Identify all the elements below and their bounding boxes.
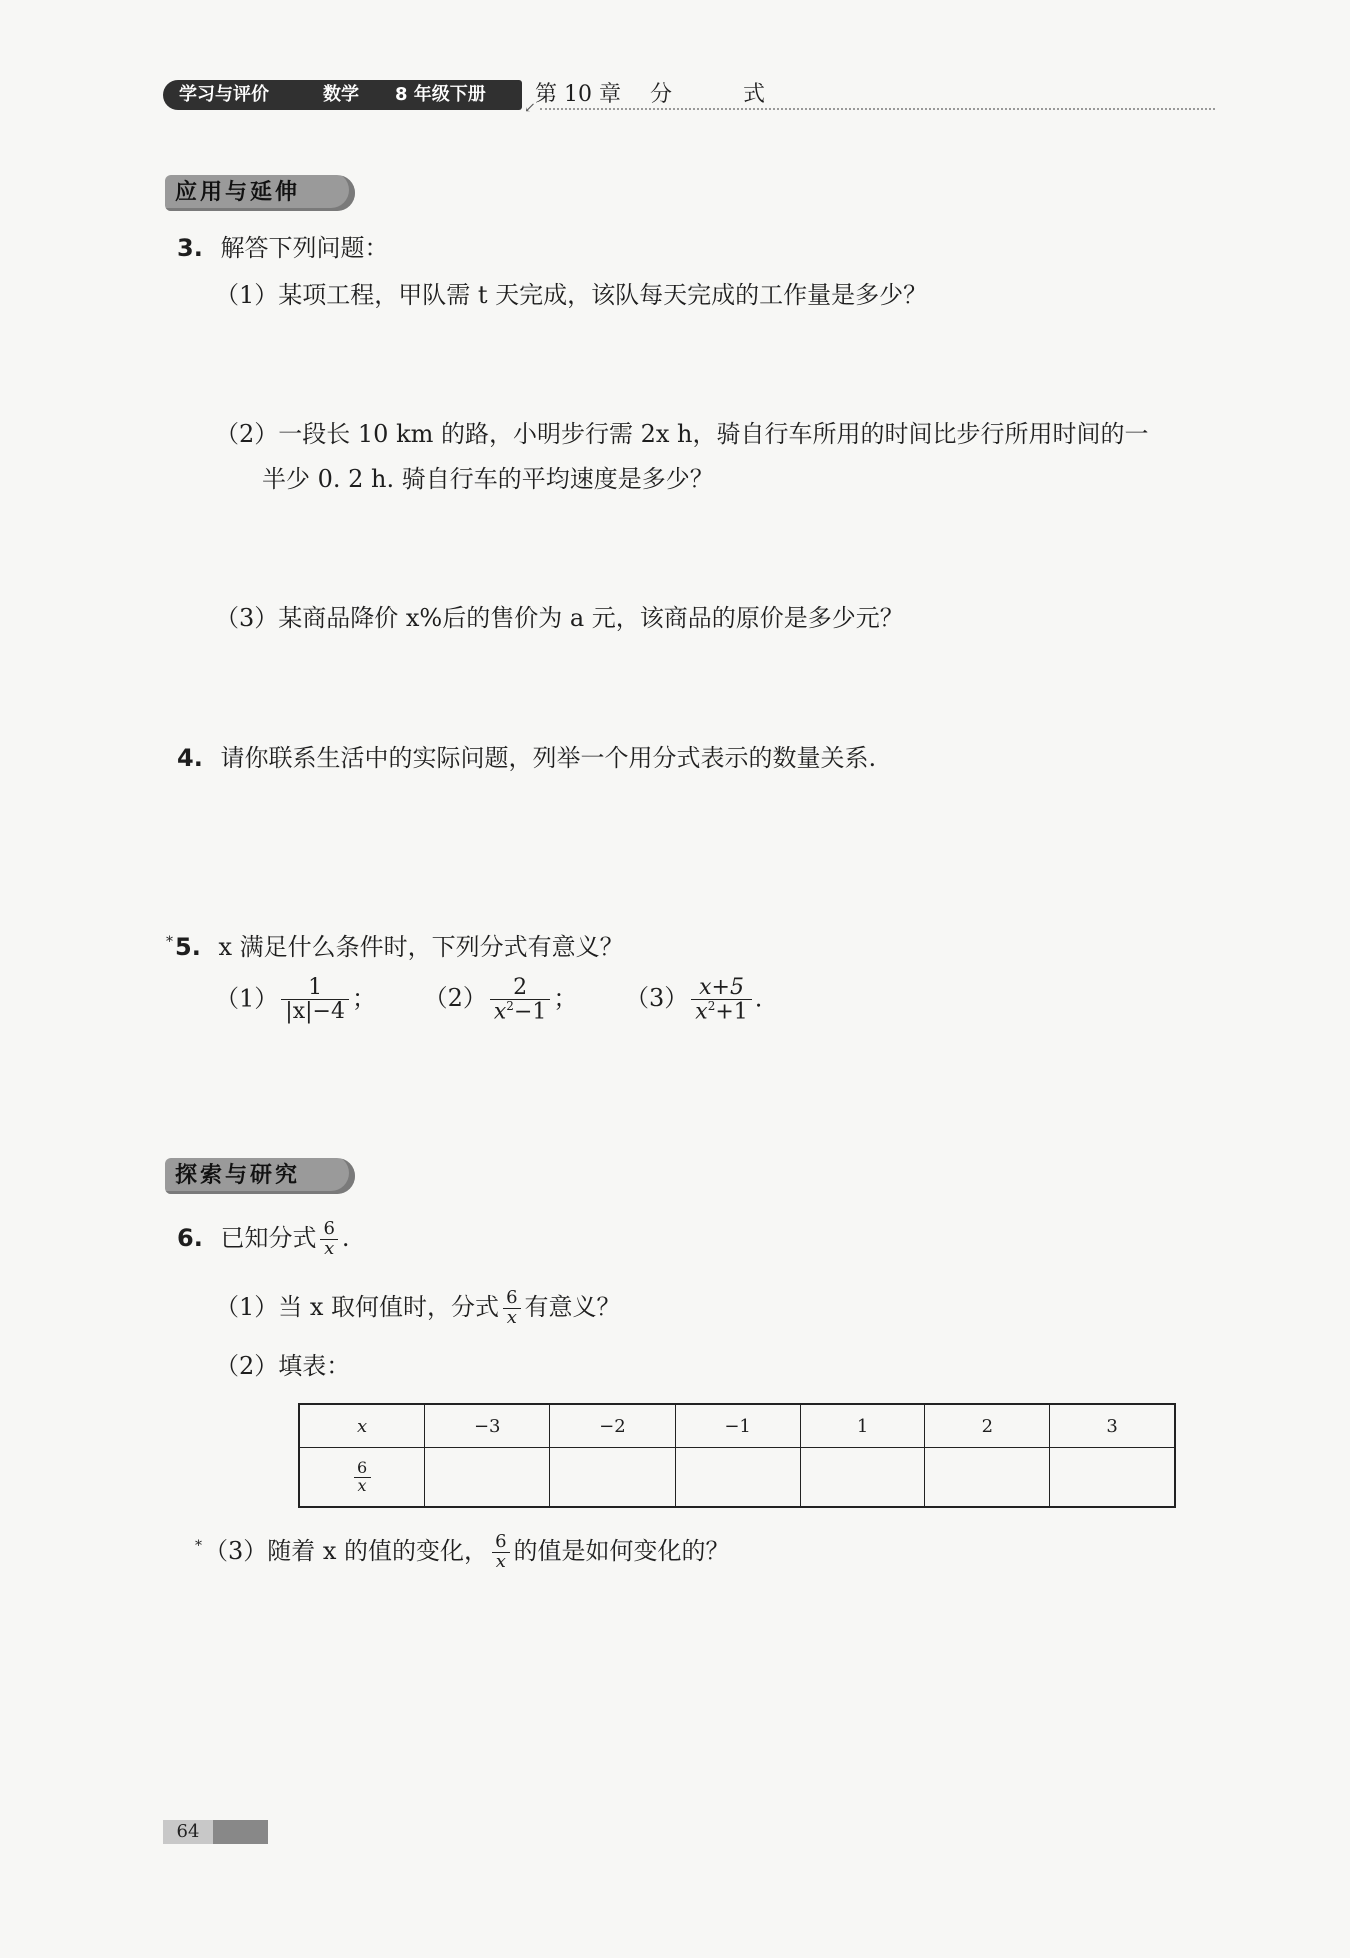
table-cell xyxy=(299,1448,425,1508)
fraction-2 xyxy=(490,976,551,1024)
fraction-6-over-x xyxy=(491,1533,510,1572)
part-1-end: 有意义？ xyxy=(524,1292,621,1321)
fraction-1-end: ； xyxy=(351,984,376,1013)
table-cell: 3 xyxy=(1050,1404,1175,1448)
header-chapter xyxy=(535,80,765,110)
fraction-3-den-var: x xyxy=(695,999,708,1025)
fraction-denominator: x xyxy=(503,1308,521,1328)
fraction-2-den-rest: −1 xyxy=(513,999,547,1025)
header-book-bar xyxy=(163,80,522,110)
fraction-3-den-rest: +1 xyxy=(715,999,748,1025)
fraction-2-den-var: x xyxy=(493,999,507,1025)
table-cell: −2 xyxy=(550,1404,675,1448)
section-apply-badge: 应用与延伸 xyxy=(165,175,355,211)
part-1-text: （1）当 x 取何值时，分式 xyxy=(215,1292,500,1321)
header-arrow-icon: ↙ xyxy=(524,100,536,116)
fraction-1-numerator: 1 xyxy=(308,975,323,1001)
fraction-3 xyxy=(691,976,752,1024)
part-3-text: （3）随着 x 的值的变化， xyxy=(204,1537,489,1565)
fraction-6-over-x xyxy=(319,1220,338,1259)
table-answer-cell[interactable] xyxy=(800,1448,925,1508)
table-answer-cell[interactable] xyxy=(1050,1448,1175,1508)
chapter-title-2: 式 xyxy=(743,82,766,107)
fraction-3-den-exp: 2 xyxy=(707,999,716,1014)
fraction-2-denominator xyxy=(490,999,551,1023)
fraction-numerator: 6 xyxy=(495,1531,507,1553)
fraction-2-label: （2） xyxy=(423,984,487,1013)
fraction-denominator: x xyxy=(320,1239,338,1259)
fraction-1-denominator: |x|−4 xyxy=(281,999,349,1023)
table-cell: x xyxy=(299,1404,425,1448)
question-4 xyxy=(177,742,876,774)
fraction-6-over-x xyxy=(502,1289,521,1328)
question-6 xyxy=(177,1220,350,1259)
fraction-3-label: （3） xyxy=(625,984,689,1013)
question-text: 解答下列问题： xyxy=(220,234,389,262)
chapter-number: 第 10 章 xyxy=(535,82,621,107)
question-text: 已知分式 xyxy=(220,1223,317,1252)
fraction-numerator: 6 xyxy=(323,1218,335,1239)
question-end: . xyxy=(341,1223,350,1252)
table-cell: 2 xyxy=(925,1404,1050,1448)
question-3-part-2-line-1: （2）一段长 10 km 的路，小明步行需 2x h，骑自行车所用的时间比步行所用时间的一 xyxy=(215,420,1149,448)
question-6-part-2: （2）填表： xyxy=(215,1352,351,1380)
fraction-numerator: 6 xyxy=(506,1287,518,1308)
value-table xyxy=(298,1403,1176,1508)
header-divider xyxy=(540,108,1215,110)
question-5-fractions xyxy=(215,976,762,1024)
fraction-3-numerator: x+5 xyxy=(699,975,744,1000)
question-number: 4. xyxy=(177,744,203,772)
table-row xyxy=(299,1448,1175,1508)
question-3-part-3: （3）某商品降价 x%后的售价为 a 元，该商品的原价是多少元？ xyxy=(215,604,904,632)
question-number: 3. xyxy=(177,234,203,262)
question-3-part-1: （1）某项工程，甲队需 t 天完成，该队每天完成的工作量是多少？ xyxy=(215,281,928,309)
header-subject: 数学 xyxy=(323,84,359,105)
fraction-2-numerator: 2 xyxy=(513,975,528,1000)
fraction-1 xyxy=(281,976,349,1023)
question-5 xyxy=(166,926,624,963)
question-text: 请你联系生活中的实际问题，列举一个用分式表示的数量关系. xyxy=(220,744,877,772)
table-cell: −1 xyxy=(675,1404,800,1448)
table-answer-cell[interactable] xyxy=(425,1448,550,1508)
part-3-end: 的值是如何变化的？ xyxy=(513,1537,730,1565)
fraction-2-den-exp: 2 xyxy=(506,999,514,1014)
question-3-part-2-line-2: 半少 0. 2 h. 骑自行车的平均速度是多少？ xyxy=(262,465,714,493)
table-cell: −3 xyxy=(425,1404,550,1448)
table-cell: 1 xyxy=(800,1404,925,1448)
table-answer-cell[interactable] xyxy=(675,1448,800,1508)
chapter-title-1: 分 xyxy=(649,82,672,107)
fraction-denominator: x xyxy=(492,1552,510,1572)
fraction-6-over-x xyxy=(353,1457,371,1495)
fraction-denominator: x xyxy=(354,1477,371,1495)
question-number: 5. xyxy=(175,933,201,961)
header-book: 学习与评价 xyxy=(179,84,269,105)
question-3 xyxy=(177,232,388,264)
header-grade: 8 年级下册 xyxy=(395,84,486,105)
fraction-3-end: . xyxy=(754,984,763,1013)
fraction-2-end: ； xyxy=(553,984,578,1013)
section-explore-badge: 探索与研究 xyxy=(165,1158,355,1194)
page-number: 64 xyxy=(163,1820,213,1844)
fraction-1-label: （1） xyxy=(215,984,279,1013)
table-answer-cell[interactable] xyxy=(550,1448,675,1508)
question-number: 6. xyxy=(177,1223,203,1252)
question-text: x 满足什么条件时，下列分式有意义？ xyxy=(218,933,624,961)
fraction-numerator: 6 xyxy=(356,1457,368,1477)
question-6-part-3 xyxy=(195,1530,730,1572)
question-6-part-1 xyxy=(215,1289,621,1328)
table-row xyxy=(299,1404,1175,1448)
fraction-3-denominator xyxy=(691,999,752,1023)
star-marker: * xyxy=(166,934,173,950)
star-marker: * xyxy=(195,1538,202,1554)
page-number-bar xyxy=(163,1820,268,1844)
table-answer-cell[interactable] xyxy=(925,1448,1050,1508)
